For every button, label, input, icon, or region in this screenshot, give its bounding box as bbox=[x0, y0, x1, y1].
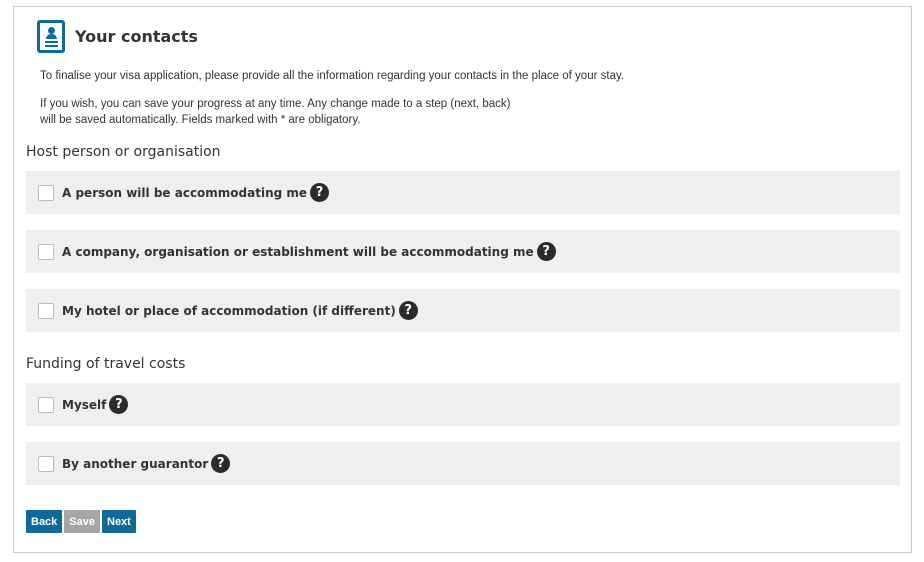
page-title: Your contacts bbox=[75, 27, 198, 46]
option-label: By another guarantor bbox=[62, 456, 209, 471]
option-company-accommodating[interactable] bbox=[26, 230, 900, 273]
help-icon[interactable]: ? bbox=[310, 183, 329, 202]
contact-card-icon bbox=[37, 20, 65, 53]
intro-text: To finalise your visa application, please provide all the information regarding your contacts in the place of your stay. bbox=[40, 70, 625, 82]
next-button[interactable]: Next bbox=[102, 510, 136, 533]
page-header bbox=[37, 20, 198, 53]
checkbox[interactable] bbox=[38, 185, 54, 201]
navigation-buttons bbox=[26, 510, 136, 533]
option-label: A company, organisation or establishment will be accommodating me bbox=[62, 244, 534, 259]
option-hotel-accommodation[interactable] bbox=[26, 289, 900, 332]
back-button[interactable]: Back bbox=[26, 510, 62, 533]
option-label: A person will be accommodating me bbox=[62, 185, 308, 200]
checkbox[interactable] bbox=[38, 456, 54, 472]
checkbox[interactable] bbox=[38, 303, 54, 319]
checkbox[interactable] bbox=[38, 397, 54, 413]
option-funding-guarantor[interactable] bbox=[26, 442, 900, 485]
option-label: My hotel or place of accommodation (if different) bbox=[62, 303, 396, 318]
help-icon[interactable]: ? bbox=[399, 301, 418, 320]
option-person-accommodating[interactable] bbox=[26, 171, 900, 214]
help-icon[interactable]: ? bbox=[537, 242, 556, 261]
option-label: Myself bbox=[62, 397, 107, 412]
form-panel bbox=[13, 6, 912, 553]
save-button[interactable]: Save bbox=[64, 510, 100, 533]
funding-section-title: Funding of travel costs bbox=[26, 356, 186, 372]
checkbox[interactable] bbox=[38, 244, 54, 260]
save-info-text: If you wish, you can save your progress at any time. Any change made to a step (next, back) will be saved automatically. Fields marked with * are obligatory. bbox=[40, 98, 511, 126]
host-section-title: Host person or organisation bbox=[26, 144, 221, 160]
help-icon[interactable]: ? bbox=[109, 395, 128, 414]
option-funding-myself[interactable] bbox=[26, 383, 900, 426]
help-icon[interactable]: ? bbox=[211, 454, 230, 473]
